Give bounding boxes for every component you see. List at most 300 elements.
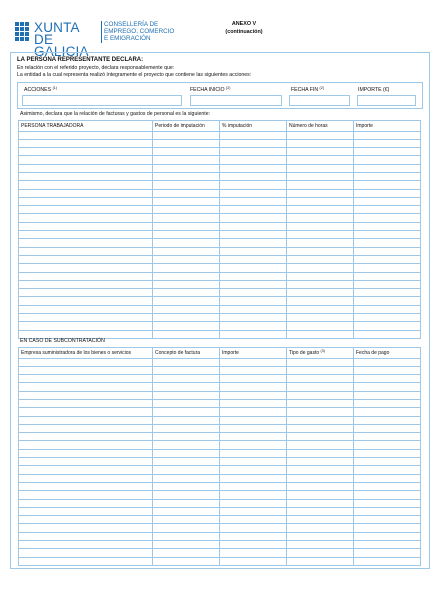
table-cell[interactable]	[220, 264, 287, 272]
table-cell[interactable]	[19, 399, 153, 407]
table-cell[interactable]	[354, 441, 421, 449]
table-cell[interactable]	[220, 330, 287, 338]
table-cell[interactable]	[287, 491, 354, 499]
table-cell[interactable]	[287, 189, 354, 197]
table-cell[interactable]	[220, 433, 287, 441]
table-cell[interactable]	[287, 139, 354, 147]
table-cell[interactable]	[19, 391, 153, 399]
table-cell[interactable]	[19, 148, 153, 156]
table-cell[interactable]	[153, 189, 220, 197]
table-cell[interactable]	[153, 131, 220, 139]
table-cell[interactable]	[153, 139, 220, 147]
table-cell[interactable]	[19, 264, 153, 272]
table-cell[interactable]	[153, 441, 220, 449]
table-row	[19, 297, 421, 305]
table-row	[19, 466, 421, 474]
table-row	[19, 416, 421, 424]
table-cell[interactable]	[220, 375, 287, 383]
table-cell[interactable]	[287, 264, 354, 272]
table-row	[19, 172, 421, 180]
table-cell[interactable]	[19, 131, 153, 139]
annex-subtitle: (continuación)	[225, 29, 263, 35]
table-cell[interactable]	[354, 466, 421, 474]
table-cell[interactable]	[19, 366, 153, 374]
table-row	[19, 197, 421, 205]
invoices-intro: Asimismo, declara que la relación de facturas y gastos de personal es la siguiente:	[20, 111, 211, 117]
table-cell[interactable]	[354, 366, 421, 374]
table-cell[interactable]	[354, 391, 421, 399]
table-cell[interactable]	[19, 458, 153, 466]
table-cell[interactable]	[287, 366, 354, 374]
table-cell[interactable]	[19, 408, 153, 416]
table-cell[interactable]	[220, 172, 287, 180]
table-cell[interactable]	[354, 222, 421, 230]
table-cell[interactable]	[153, 330, 220, 338]
declaration-line1: En relación con el referido proyecto, declara responsablemente que:	[17, 65, 175, 71]
table-cell[interactable]	[153, 375, 220, 383]
table-row	[19, 391, 421, 399]
table-cell[interactable]	[19, 433, 153, 441]
table-cell[interactable]	[354, 181, 421, 189]
table-cell[interactable]	[19, 416, 153, 424]
table-cell[interactable]	[153, 255, 220, 263]
table-cell[interactable]	[287, 131, 354, 139]
table-cell[interactable]	[19, 189, 153, 197]
table-cell[interactable]	[153, 314, 220, 322]
table-cell[interactable]	[153, 366, 220, 374]
col-fecha-pago: Fecha de pago	[354, 348, 421, 359]
table-cell[interactable]	[287, 214, 354, 222]
table-cell[interactable]	[220, 557, 287, 565]
table-cell[interactable]	[19, 358, 153, 366]
table-cell[interactable]	[354, 197, 421, 205]
table-cell[interactable]	[153, 206, 220, 214]
table-cell[interactable]	[220, 391, 287, 399]
table-cell[interactable]	[220, 181, 287, 189]
table-cell[interactable]	[287, 557, 354, 565]
table-cell[interactable]	[19, 482, 153, 490]
table-cell[interactable]	[19, 247, 153, 255]
table-cell[interactable]	[354, 289, 421, 297]
table-cell[interactable]	[19, 289, 153, 297]
table-cell[interactable]	[153, 524, 220, 532]
table-cell[interactable]	[220, 131, 287, 139]
importe-field[interactable]	[357, 95, 416, 106]
table-cell[interactable]	[153, 549, 220, 557]
table-cell[interactable]	[153, 482, 220, 490]
table-cell[interactable]	[354, 189, 421, 197]
table-cell[interactable]	[354, 280, 421, 288]
table-cell[interactable]	[354, 408, 421, 416]
table-cell[interactable]	[153, 416, 220, 424]
table-cell[interactable]	[220, 148, 287, 156]
table-cell[interactable]	[220, 247, 287, 255]
table-cell[interactable]	[153, 474, 220, 482]
table-cell[interactable]	[354, 532, 421, 540]
table-cell[interactable]	[220, 255, 287, 263]
table-cell[interactable]	[287, 507, 354, 515]
table-cell[interactable]	[153, 148, 220, 156]
table-cell[interactable]	[354, 131, 421, 139]
table-cell[interactable]	[19, 255, 153, 263]
table-cell[interactable]	[287, 524, 354, 532]
table-cell[interactable]	[153, 516, 220, 524]
table-cell[interactable]	[19, 139, 153, 147]
table-cell[interactable]	[19, 541, 153, 549]
table-cell[interactable]	[354, 305, 421, 313]
table-cell[interactable]	[153, 214, 220, 222]
table-cell[interactable]	[220, 383, 287, 391]
table-cell[interactable]	[354, 214, 421, 222]
table-cell[interactable]	[153, 491, 220, 499]
table-cell[interactable]	[19, 499, 153, 507]
table-cell[interactable]	[354, 172, 421, 180]
table-row	[19, 524, 421, 532]
table-cell[interactable]	[220, 399, 287, 407]
table-row	[19, 231, 421, 239]
table-cell[interactable]	[287, 197, 354, 205]
table-cell[interactable]	[220, 482, 287, 490]
table-cell[interactable]	[220, 416, 287, 424]
table-cell[interactable]	[287, 164, 354, 172]
table-row	[19, 255, 421, 263]
table-cell[interactable]	[153, 322, 220, 330]
table-cell[interactable]	[354, 549, 421, 557]
table-cell[interactable]	[354, 314, 421, 322]
table-cell[interactable]	[287, 172, 354, 180]
table-cell[interactable]	[287, 441, 354, 449]
fecha-inicio-field[interactable]	[190, 95, 282, 106]
table-cell[interactable]	[220, 214, 287, 222]
table-cell[interactable]	[153, 264, 220, 272]
table-cell[interactable]	[220, 441, 287, 449]
table-cell[interactable]	[287, 222, 354, 230]
table-cell[interactable]	[19, 206, 153, 214]
table-cell[interactable]	[354, 499, 421, 507]
table-cell[interactable]	[19, 222, 153, 230]
table-cell[interactable]	[153, 499, 220, 507]
table-cell[interactable]	[19, 375, 153, 383]
xunta-logo	[15, 19, 101, 59]
table-cell[interactable]	[220, 424, 287, 432]
table-cell[interactable]	[220, 305, 287, 313]
table-cell[interactable]	[220, 408, 287, 416]
table-cell[interactable]	[153, 297, 220, 305]
table-cell[interactable]	[220, 541, 287, 549]
table-cell[interactable]	[19, 524, 153, 532]
table-cell[interactable]	[287, 474, 354, 482]
table-cell[interactable]	[153, 408, 220, 416]
table-cell[interactable]	[153, 164, 220, 172]
table-cell[interactable]	[287, 482, 354, 490]
table-cell[interactable]	[19, 297, 153, 305]
table-cell[interactable]	[19, 532, 153, 540]
table-cell[interactable]	[220, 297, 287, 305]
col-persona-trabajadora: PERSONA TRABAJADORA	[19, 121, 153, 132]
table-cell[interactable]	[220, 206, 287, 214]
table-cell[interactable]	[287, 466, 354, 474]
table-cell[interactable]	[220, 189, 287, 197]
table-cell[interactable]	[220, 322, 287, 330]
table-cell[interactable]	[287, 231, 354, 239]
table-row	[19, 449, 421, 457]
table-cell[interactable]	[153, 156, 220, 164]
table-cell[interactable]	[220, 156, 287, 164]
table-cell[interactable]	[287, 247, 354, 255]
table-cell[interactable]	[153, 289, 220, 297]
table-row	[19, 474, 421, 482]
col-concepto-factura: Concepto de factura	[153, 348, 220, 359]
table-cell[interactable]	[287, 314, 354, 322]
table-cell[interactable]	[153, 391, 220, 399]
department-line2: EMPREGO, COMERCIO	[104, 28, 175, 35]
table-cell[interactable]	[153, 399, 220, 407]
table-row	[19, 214, 421, 222]
table-cell[interactable]	[354, 383, 421, 391]
table-cell[interactable]	[287, 424, 354, 432]
table-cell[interactable]	[19, 474, 153, 482]
table-cell[interactable]	[354, 474, 421, 482]
table-cell[interactable]	[287, 433, 354, 441]
table-cell[interactable]	[19, 491, 153, 499]
table-cell[interactable]	[287, 408, 354, 416]
table-cell[interactable]	[354, 507, 421, 515]
table-cell[interactable]	[19, 239, 153, 247]
table-cell[interactable]	[287, 255, 354, 263]
table-cell[interactable]	[287, 399, 354, 407]
table-cell[interactable]	[354, 148, 421, 156]
table-row	[19, 441, 421, 449]
table-cell[interactable]	[287, 499, 354, 507]
table-cell[interactable]	[354, 375, 421, 383]
table-cell[interactable]	[153, 383, 220, 391]
table-row	[19, 516, 421, 524]
table-cell[interactable]	[354, 231, 421, 239]
table-cell[interactable]	[153, 532, 220, 540]
table-cell[interactable]	[19, 557, 153, 565]
table-cell[interactable]	[287, 375, 354, 383]
table-cell[interactable]	[153, 466, 220, 474]
table-cell[interactable]	[153, 172, 220, 180]
table-cell[interactable]	[220, 239, 287, 247]
table-cell[interactable]	[287, 206, 354, 214]
table-row	[19, 264, 421, 272]
table-cell[interactable]	[354, 516, 421, 524]
table-cell[interactable]	[287, 416, 354, 424]
fecha-fin-field[interactable]	[289, 95, 350, 106]
table-cell[interactable]	[220, 474, 287, 482]
table-cell[interactable]	[287, 181, 354, 189]
table-cell[interactable]	[19, 231, 153, 239]
table-cell[interactable]	[354, 482, 421, 490]
table-cell[interactable]	[153, 541, 220, 549]
importe-label: IMPORTE (€)	[358, 87, 390, 93]
table-cell[interactable]	[220, 358, 287, 366]
table-cell[interactable]	[19, 272, 153, 280]
fecha-inicio-label: FECHA INICIO $^{(2)}$	[190, 86, 231, 93]
col-importe: Importe	[220, 348, 287, 359]
table-cell[interactable]	[287, 391, 354, 399]
table-cell[interactable]	[354, 416, 421, 424]
table-row	[19, 541, 421, 549]
table-row	[19, 399, 421, 407]
col-importe: Importe	[354, 121, 421, 132]
table-cell[interactable]	[287, 156, 354, 164]
table-cell[interactable]	[354, 491, 421, 499]
table-cell[interactable]	[354, 297, 421, 305]
table-cell[interactable]	[220, 231, 287, 239]
annex-title: ANEXO V	[231, 21, 257, 27]
table-cell[interactable]	[287, 532, 354, 540]
table-cell[interactable]	[354, 156, 421, 164]
table-row	[19, 433, 421, 441]
table-cell[interactable]	[19, 516, 153, 524]
subcontract-body	[19, 358, 421, 565]
table-cell[interactable]	[220, 499, 287, 507]
table-cell[interactable]	[287, 541, 354, 549]
table-cell[interactable]	[287, 383, 354, 391]
table-cell[interactable]	[287, 297, 354, 305]
table-cell[interactable]	[220, 314, 287, 322]
table-cell[interactable]	[354, 239, 421, 247]
table-row	[19, 557, 421, 565]
table-cell[interactable]	[354, 264, 421, 272]
table-cell[interactable]	[19, 441, 153, 449]
table-cell[interactable]	[19, 322, 153, 330]
table-cell[interactable]	[153, 433, 220, 441]
table-cell[interactable]	[287, 330, 354, 338]
table-row	[19, 239, 421, 247]
table-cell[interactable]	[220, 272, 287, 280]
table-cell[interactable]	[153, 557, 220, 565]
table-cell[interactable]	[153, 305, 220, 313]
table-cell[interactable]	[354, 557, 421, 565]
table-cell[interactable]	[153, 458, 220, 466]
table-cell[interactable]	[354, 541, 421, 549]
table-cell[interactable]	[19, 197, 153, 205]
table-cell[interactable]	[354, 524, 421, 532]
table-cell[interactable]	[354, 255, 421, 263]
table-cell[interactable]	[354, 458, 421, 466]
table-cell[interactable]	[19, 156, 153, 164]
table-cell[interactable]	[287, 516, 354, 524]
table-cell[interactable]	[153, 272, 220, 280]
table-cell[interactable]	[354, 424, 421, 432]
table-cell[interactable]	[153, 507, 220, 515]
table-cell[interactable]	[153, 280, 220, 288]
table-row	[19, 424, 421, 432]
table-cell[interactable]	[354, 433, 421, 441]
table-cell[interactable]	[354, 358, 421, 366]
col-numero-horas: Número de horas	[287, 121, 354, 132]
table-cell[interactable]	[153, 358, 220, 366]
table-cell[interactable]	[220, 366, 287, 374]
table-cell[interactable]	[19, 164, 153, 172]
table-cell[interactable]	[19, 507, 153, 515]
table-cell[interactable]	[287, 322, 354, 330]
table-cell[interactable]	[19, 424, 153, 432]
table-cell[interactable]	[153, 424, 220, 432]
table-cell[interactable]	[19, 314, 153, 322]
table-cell[interactable]	[220, 524, 287, 532]
col-empresa-suministradora: Empresa suministradora de los bienes o servicios	[19, 348, 153, 359]
table-cell[interactable]	[354, 272, 421, 280]
table-cell[interactable]	[220, 289, 287, 297]
table-cell[interactable]	[287, 305, 354, 313]
table-cell[interactable]	[220, 466, 287, 474]
table-cell[interactable]	[19, 449, 153, 457]
table-cell[interactable]	[287, 458, 354, 466]
table-cell[interactable]	[19, 305, 153, 313]
table-cell[interactable]	[287, 239, 354, 247]
table-cell[interactable]	[220, 458, 287, 466]
table-cell[interactable]	[220, 516, 287, 524]
table-row	[19, 272, 421, 280]
table-cell[interactable]	[153, 449, 220, 457]
table-cell[interactable]	[220, 549, 287, 557]
table-cell[interactable]	[153, 222, 220, 230]
table-cell[interactable]	[220, 222, 287, 230]
table-cell[interactable]	[287, 358, 354, 366]
table-row	[19, 358, 421, 366]
table-cell[interactable]	[287, 449, 354, 457]
table-cell[interactable]	[287, 289, 354, 297]
table-cell[interactable]	[354, 449, 421, 457]
table-cell[interactable]	[287, 549, 354, 557]
table-cell[interactable]	[354, 206, 421, 214]
table-cell[interactable]	[287, 272, 354, 280]
table-cell[interactable]	[287, 148, 354, 156]
table-cell[interactable]	[354, 399, 421, 407]
table-cell[interactable]	[287, 280, 354, 288]
table-cell[interactable]	[19, 466, 153, 474]
table-cell[interactable]	[354, 247, 421, 255]
subcontract-table	[18, 347, 421, 566]
table-row	[19, 322, 421, 330]
table-cell[interactable]	[354, 139, 421, 147]
table-cell[interactable]	[19, 549, 153, 557]
table-cell[interactable]	[19, 383, 153, 391]
declaration-title: LA PERSONA REPRESENTANTE DECLARA:	[17, 57, 144, 63]
table-cell[interactable]	[153, 239, 220, 247]
table-row	[19, 189, 421, 197]
table-row	[19, 482, 421, 490]
table-cell[interactable]	[153, 197, 220, 205]
table-cell[interactable]	[220, 532, 287, 540]
table-row	[19, 375, 421, 383]
table-cell[interactable]	[153, 231, 220, 239]
table-cell[interactable]	[220, 280, 287, 288]
table-cell[interactable]	[354, 322, 421, 330]
table-cell[interactable]	[19, 280, 153, 288]
table-cell[interactable]	[220, 164, 287, 172]
table-cell[interactable]	[19, 181, 153, 189]
table-cell[interactable]	[354, 164, 421, 172]
table-cell[interactable]	[153, 247, 220, 255]
acciones-field[interactable]	[22, 95, 182, 106]
table-cell[interactable]	[220, 139, 287, 147]
table-cell[interactable]	[153, 181, 220, 189]
table-row	[19, 156, 421, 164]
table-cell[interactable]	[220, 449, 287, 457]
department-line1: CONSELLERÍA DE	[104, 21, 159, 28]
table-cell[interactable]	[354, 330, 421, 338]
table-cell[interactable]	[19, 214, 153, 222]
table-cell[interactable]	[220, 197, 287, 205]
table-cell[interactable]	[220, 507, 287, 515]
table-cell[interactable]	[19, 172, 153, 180]
table-cell[interactable]	[220, 491, 287, 499]
